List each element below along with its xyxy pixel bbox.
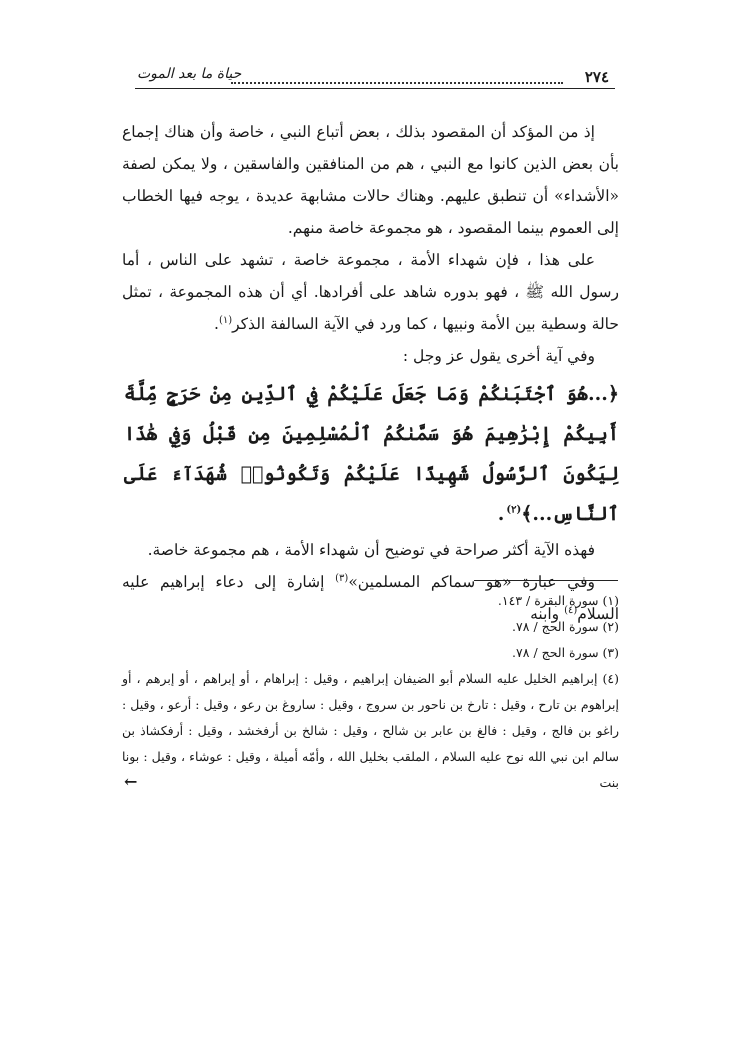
quran-verse	[122, 374, 619, 534]
verse-end: .	[497, 503, 505, 525]
footnote-ref-1[interactable]: (١)	[218, 314, 233, 326]
paragraph-2-text: على هذا ، فإن شهداء الأمة ، مجموعة خاصة ، تشهد على الناس ، أما رسول الله ﷺ ، فهو بدوره شاهد على أفرادها. أي أن هذه المجموعة ، تمثل حالة وسطية بين الأمة ونبيها ، كما ورد في الآية السالفة الذكر	[122, 251, 619, 333]
paragraph-5-part-c: وابنه	[530, 605, 565, 623]
running-title: حياة ما بعد الموت	[137, 66, 242, 82]
paragraph-1: إذ من المؤكد أن المقصود بذلك ، بعض أتباع النبي ، خاصة وأن هناك إجماع بأن بعض الذين كانوا مع النبي ، هم من المنافقين والفاسقين ، ولا يمكن لصفة «الأشداء» أن تنطبق عليهم. وهناك حالات مشابهة عديدة ، يوجه فيها الخطاب إلى العموم بينما المقصود ، هو مجموعة خاصة منهم.	[122, 123, 619, 237]
footnote-ref-4[interactable]: (٤)	[564, 604, 578, 616]
paragraph-5-part-b: إشارة إلى دعاء إبراهيم عليه السلام	[122, 573, 619, 623]
paragraph-4: فهذه الآية أكثر صراحة في توضيح أن شهداء الأمة ، هم مجموعة خاصة.	[147, 541, 595, 559]
paragraph-5-part-a: وفي عبارة «هو سماكم المسلمين»	[348, 573, 595, 591]
paragraph-3: وفي آية أخرى يقول عز وجل :	[402, 347, 595, 365]
page-number: ٢٧٤	[584, 68, 609, 86]
header-dot-leader	[231, 68, 563, 84]
quran-verse-text: ﴿...هُوَ ٱجْتَبَىٰكُمْ وَمَا جَعَلَ عَلَيْكُمْ فِي ٱلدِّينِ مِنْ حَرَجٍ مِّلَّةَ أَبِيكُمْ إِبْرَٰهِيمَ هُوَ سَمَّىٰكُمُ ٱلْمُسْلِمِينَ مِن قَبْلُ وَفِي هَٰذَا لِيَكُونَ ٱلرَّسُولُ شَهِيدًا عَلَيْكُمْ وَتَكُونُوا۟ شُهَدَآءَ عَلَى ٱلنَّاسِ...﴾	[124, 383, 619, 525]
footnote-1: (١) سورة البقرة / ١٤٣.	[497, 593, 619, 608]
footnote-2: (٢) سورة الحج / ٧٨.	[512, 619, 619, 634]
footnote-ref-2[interactable]: (٢)	[506, 504, 522, 516]
footnote-3: (٣) سورة الحج / ٧٨.	[512, 645, 619, 660]
footnote-ref-3[interactable]: (٣)	[335, 572, 349, 584]
continue-arrow-icon: ←	[124, 772, 138, 791]
footnotes	[122, 588, 619, 796]
footnote-separator	[474, 580, 618, 581]
paragraph-2: على هذا ، فإن شهداء الأمة ، مجموعة خاصة ، تشهد على الناس ، أما رسول الله ﷺ ، فهو بدوره شاهد على أفرادها. أي أن هذه المجموعة ، تمثل حالة وسطية بين الأمة ونبيها ، كما ورد في الآية السالفة الذكر$^{(١)}$.	[122, 251, 619, 333]
header-rule	[135, 88, 615, 89]
footnote-4: (٤) إبراهيم الخليل عليه السلام أبو الضيفان إبراهيم ، وقيل : إبراهام ، أو إبراهم ، أو إبرهم ، أو إبراهوم بن تارح ، وقيل : تارخ بن ناحور بن سروج ، وقيل : ساروغ بن رعو ، وقيل : أرعو ، وقيل : راغو بن فالج ، وقيل : فالغ بن عابر بن شالح ، وقيل : شالخ بن أرفخشد ، وقيل : أرفكشاذ بن سالم ابن نبي الله نوح عليه السلام ، الملقب بخليل الله ، وأمّه أميلة ، وقيل : عوشاء ، وقيل : بونا بنت	[122, 671, 619, 790]
main-text	[122, 116, 619, 630]
